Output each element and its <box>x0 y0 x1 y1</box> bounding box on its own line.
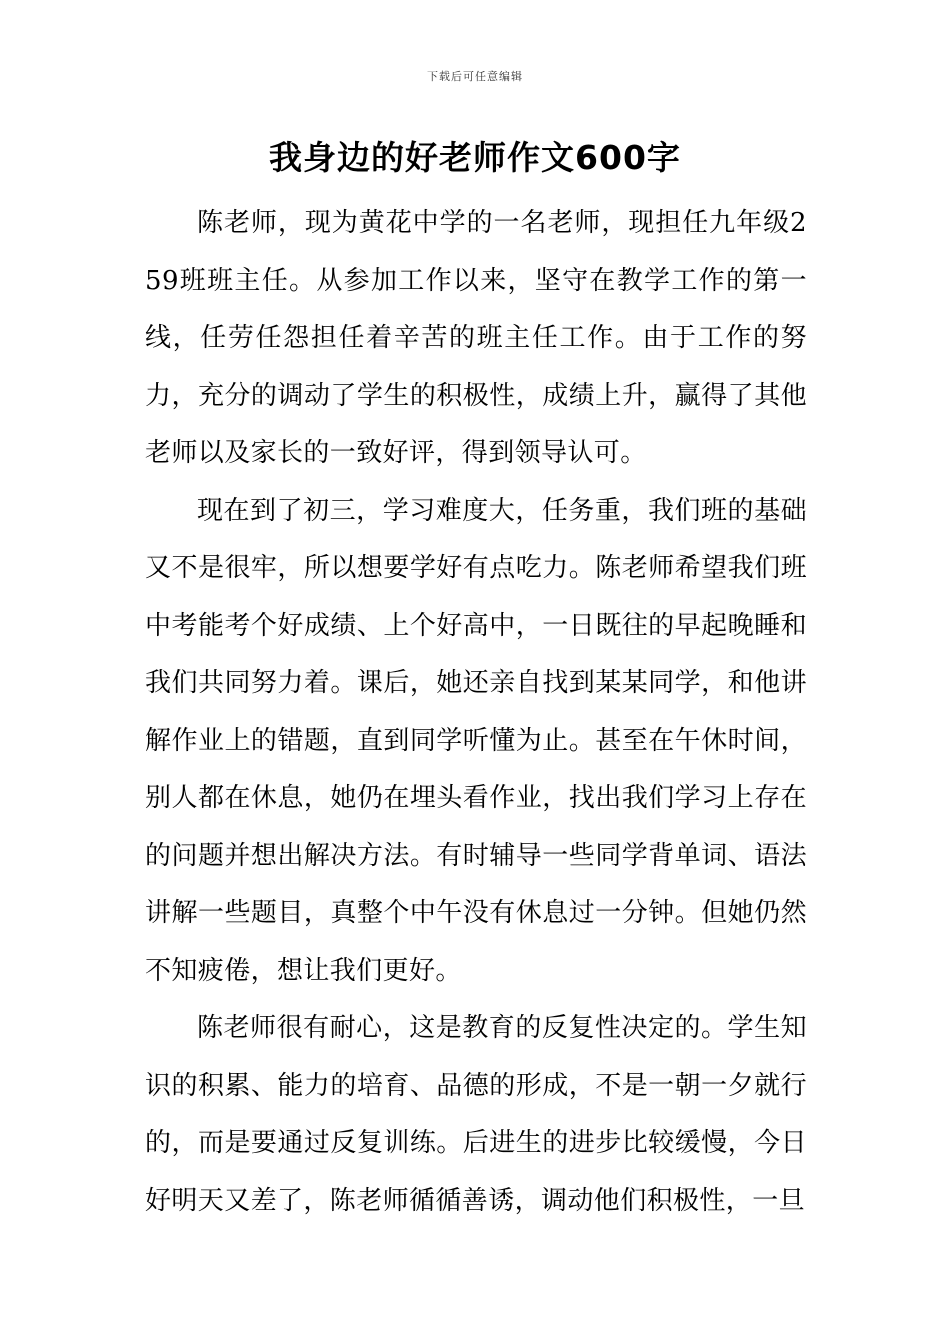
header-note: 下载后可任意编辑 <box>427 70 523 83</box>
paragraph-2: 现在到了初三，学习难度大，任务重，我们班的基础又不是很牢，所以想要学好有点吃力。陈老师希望我们班中考能考个好成绩、上个好高中，一日既往的早起晚睡和我们共同努力着。课后，她还亲自找到某某同学，和他讲解作业上的错题，直到同学听懂为止。甚至在午休时间，别人都在休息，她仍在埋头看作业，找出我们学习上存在的问题并想出解决方法。有时辅导一些同学背单词、语法讲解一些题目，真整个中午没有休息过一分钟。但她仍然不知疲倦，想让我们更好。 <box>145 495 807 986</box>
paragraph-3: 陈老师很有耐心，这是教育的反复性决定的。学生知识的积累、能力的培育、品德的形成，不是一朝一夕就行的，而是要通过反复训练。后进生的进步比较缓慢，今日好明天又差了，陈老师循循善诱，调动他们积极性，一旦 <box>145 1013 807 1216</box>
document-title: 我身边的好老师作文600字 <box>269 138 681 177</box>
document-body <box>145 195 807 1230</box>
paragraph-1: 陈老师，现为黄花中学的一名老师，现担任九年级259班班主任。从参加工作以来，坚守在教学工作的第一线，任劳任怨担任着辛苦的班主任工作。由于工作的努力，充分的调动了学生的积极性，成绩上升，赢得了其他老师以及家长的一致好评，得到领导认可。 <box>145 208 807 468</box>
